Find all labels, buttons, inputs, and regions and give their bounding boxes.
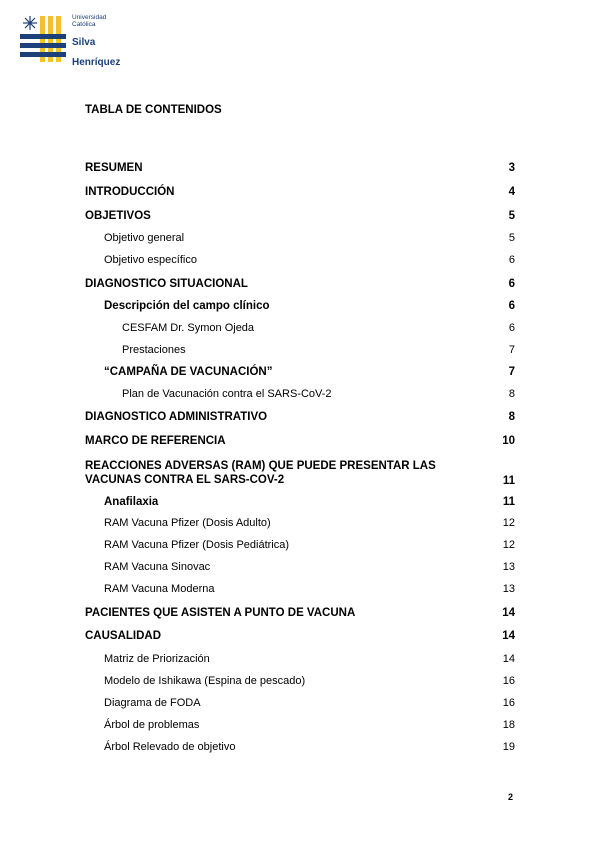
toc-entry-label: DIAGNOSTICO ADMINISTRATIVO [85, 411, 268, 423]
toc-entry-page: 12 [502, 539, 515, 551]
toc-entry[interactable] [85, 539, 515, 551]
toc-entry[interactable] [85, 653, 515, 665]
toc-entry-label: RESUMEN [85, 162, 143, 174]
toc-entry-page: 11 [502, 475, 515, 487]
toc-entry-label: Modelo de Ishikawa (Espina de pescado) [104, 675, 306, 687]
toc-entry-label: REACCIONES ADVERSAS (RAM) QUE PUEDE PRESENTAR LAS VACUNAS CONTRA EL SARS-COV-2 [85, 460, 436, 486]
toc-entry[interactable] [85, 366, 515, 378]
toc-entry-page: 13 [502, 583, 515, 595]
toc-entry-page: 16 [502, 675, 515, 687]
toc-entry[interactable] [85, 675, 515, 687]
toc-entry-label: Objetivo general [104, 232, 185, 244]
toc-entry[interactable] [85, 630, 515, 642]
toc-entry-label: RAM Vacuna Pfizer (Dosis Adulto) [104, 517, 271, 529]
logo-emblem-icon [20, 14, 70, 64]
university-logo [20, 14, 140, 66]
toc-entry[interactable] [85, 388, 515, 400]
toc-entry[interactable] [85, 322, 515, 334]
toc-entry-label: OBJETIVOS [85, 210, 151, 222]
toc-entry[interactable] [85, 300, 515, 312]
toc-entry-label: CESFAM Dr. Symon Ojeda [122, 322, 255, 334]
toc-entry-page: 8 [508, 388, 515, 400]
toc-entry-label: “CAMPAÑA DE VACUNACIÓN” [104, 366, 273, 378]
toc-entry-page: 16 [502, 697, 515, 709]
toc-entry[interactable] [85, 411, 515, 423]
toc-entry[interactable] [85, 435, 515, 447]
toc-entry[interactable] [85, 697, 515, 709]
toc-entry-label: RAM Vacuna Moderna [104, 583, 215, 595]
toc-entry-label: PACIENTES QUE ASISTEN A PUNTO DE VACUNA [85, 607, 356, 619]
toc-entry-page: 6 [508, 254, 515, 266]
toc-entry-page: 6 [508, 300, 515, 312]
toc-entry-label: Árbol de problemas [104, 719, 200, 731]
toc-title: TABLA DE CONTENIDOS [85, 104, 222, 116]
toc-entry-page: 8 [508, 411, 515, 423]
toc-entry[interactable] [85, 561, 515, 573]
toc-entry-label: CAUSALIDAD [85, 630, 162, 642]
toc-entry[interactable] [85, 517, 515, 529]
toc-entry[interactable] [85, 741, 515, 753]
toc-entry-page: 14 [502, 607, 515, 619]
toc-entry-label: Árbol Relevado de objetivo [104, 741, 236, 753]
toc-entry-page: 6 [508, 278, 515, 290]
toc-entry[interactable] [85, 607, 515, 619]
toc-entry-label: RAM Vacuna Pfizer (Dosis Pediátrica) [104, 539, 290, 551]
logo-line-3: Silva [72, 37, 96, 48]
toc-entry-page: 3 [508, 162, 515, 174]
toc-entry[interactable] [85, 583, 515, 595]
toc-entry[interactable] [85, 254, 515, 266]
toc-entry-page: 19 [502, 741, 515, 753]
toc-entry[interactable] [85, 459, 515, 487]
toc-entry[interactable] [85, 186, 515, 198]
toc-entry-label: Descripción del campo clínico [104, 300, 270, 312]
toc-entry-label: INTRODUCCIÓN [85, 186, 175, 198]
toc-entry-label: DIAGNOSTICO SITUACIONAL [85, 278, 248, 290]
toc-entry-page: 18 [502, 719, 515, 731]
page-number: 2 [508, 792, 514, 802]
toc-entry-page: 4 [508, 186, 515, 198]
toc-entry-label: RAM Vacuna Sinovac [104, 561, 211, 573]
toc-entry-page: 6 [508, 322, 515, 334]
logo-line-2: Católica [72, 21, 96, 28]
toc-entry-page: 11 [502, 496, 515, 508]
toc-entry-page: 14 [502, 630, 515, 642]
toc-entry-label: Anafilaxia [104, 496, 159, 508]
toc-entry-page: 13 [502, 561, 515, 573]
toc-entry-page: 5 [508, 210, 515, 222]
toc-entry[interactable] [85, 278, 515, 290]
toc-entry-page: 12 [502, 517, 515, 529]
toc-entry[interactable] [85, 232, 515, 244]
toc-entry[interactable] [85, 719, 515, 731]
toc-entry-label: Prestaciones [122, 344, 186, 356]
logo-line-1: Universidad [72, 14, 107, 21]
toc-entry-page: 7 [508, 344, 515, 356]
logo-line-4: Henríquez [72, 57, 121, 68]
toc-entry-label: Matriz de Priorización [104, 653, 210, 665]
toc-entry-page: 14 [502, 653, 515, 665]
toc-entry[interactable] [85, 210, 515, 222]
toc-entry-page: 7 [508, 366, 515, 378]
toc-entry-label: Objetivo específico [104, 254, 197, 266]
toc-entry[interactable] [85, 344, 515, 356]
toc-entry-page: 5 [508, 232, 515, 244]
toc-entry-page: 10 [502, 435, 515, 447]
toc-entry-label: Diagrama de FODA [104, 697, 201, 709]
toc-entry-label: Plan de Vacunación contra el SARS-CoV-2 [122, 388, 332, 400]
toc-entry[interactable] [85, 162, 515, 174]
toc-entry[interactable] [85, 496, 515, 508]
toc-entry-label: MARCO DE REFERENCIA [85, 435, 226, 447]
